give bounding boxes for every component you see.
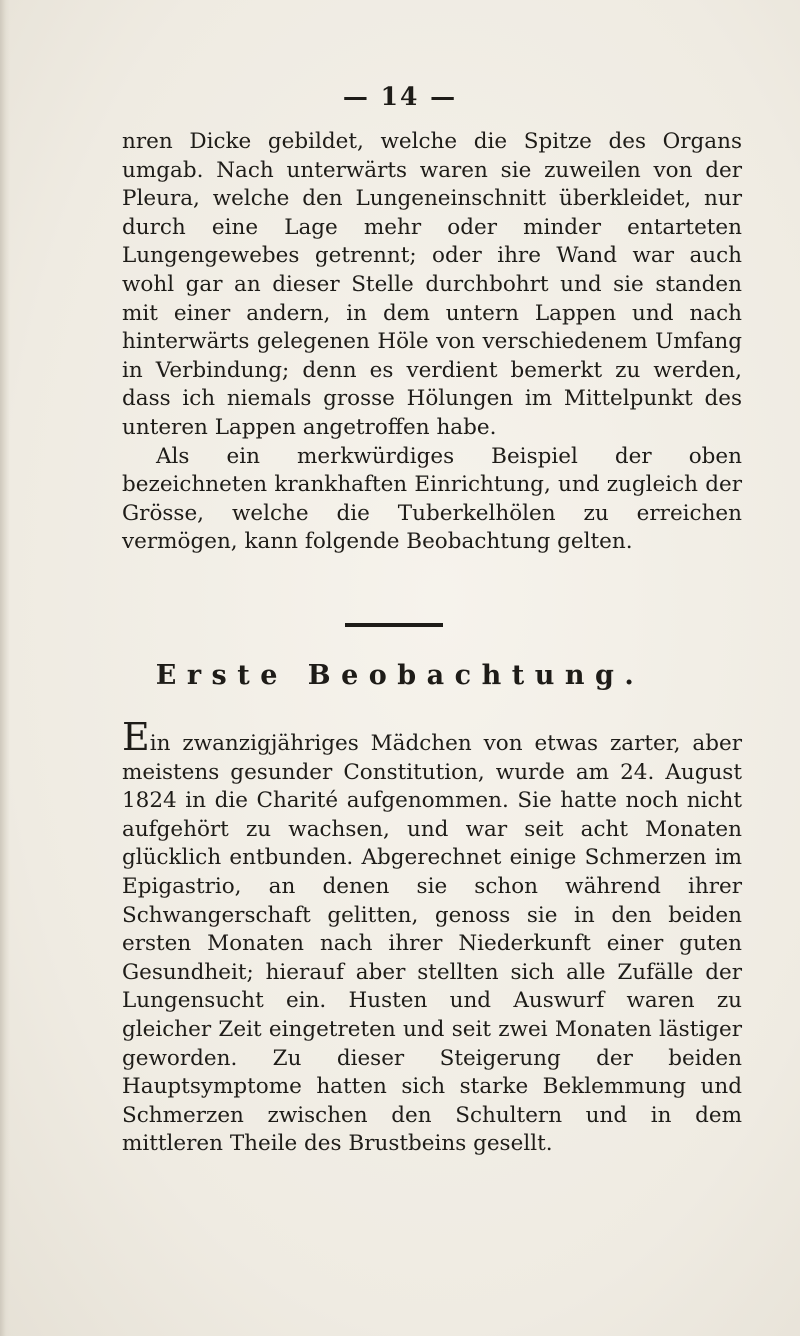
case-text-block <box>122 715 742 1159</box>
page-number: — 14 — <box>342 82 458 111</box>
paragraph-continuation: nren Dicke gebildet, welche die Spitze des Organs umgab. Nach unterwärts waren sie zuweilen von der Pleura, welche den Lungeneinschnitt überkleidet, nur durch eine Lage mehr oder minder entarteten Lungengewebes getrennt; oder ihre Wand war auch wohl gar an dieser Stelle durchbohrt und sie standen mit einer andern, in dem untern Lappen und nach hinterwärts gelegenen Höle von verschiedenem Umfang in Verbindung; denn es verdient bemerkt zu werden, dass ich niemals grosse Hölungen im Mittelpunkt des unteren Lappen angetroffen habe. <box>122 129 742 440</box>
initial-letter: E <box>122 715 150 759</box>
paragraph-case-text: in zwanzigjähriges Mädchen von etwas zarter, aber meistens gesunder Constitution, wurde am 24. August 1824 in die Charité aufgenommen. Sie hatte noch nicht aufgehört zu wachsen, und war seit acht Monaten glücklich entbunden. Abgerechnet einige Schmerzen im Epigastrio, an denen sie schon während ihrer Schwangerschaft gelitten, genoss sie in den beiden ersten Monaten nach ihrer Niederkunft einer guten Gesundheit; hierauf aber stellten sich alle Zufälle der Lungensucht ein. Husten und Auswurf waren zu gleicher Zeit eingetreten und seit zwei Monaten lästiger geworden. Zu dieser Steigerung der beiden Hauptsymptome hatten sich starke Beklemmung und Schmerzen zwischen den Schultern und in dem mittleren Theile des Brustbeins gesellt. <box>122 731 742 1157</box>
paragraph-example-intro: Als ein merkwürdiges Beispiel der oben bezeichneten krankhaften Einrichtung, und zugleich der Grösse, welche die Tuberkelhölen zu erreichen vermögen, kann folgende Beobachtung gelten. <box>122 443 742 555</box>
top-text-block <box>122 128 742 557</box>
section-heading: Erste Beobachtung. <box>155 660 645 691</box>
section-divider-rule <box>345 623 443 627</box>
paragraph-case-description <box>122 715 742 1159</box>
